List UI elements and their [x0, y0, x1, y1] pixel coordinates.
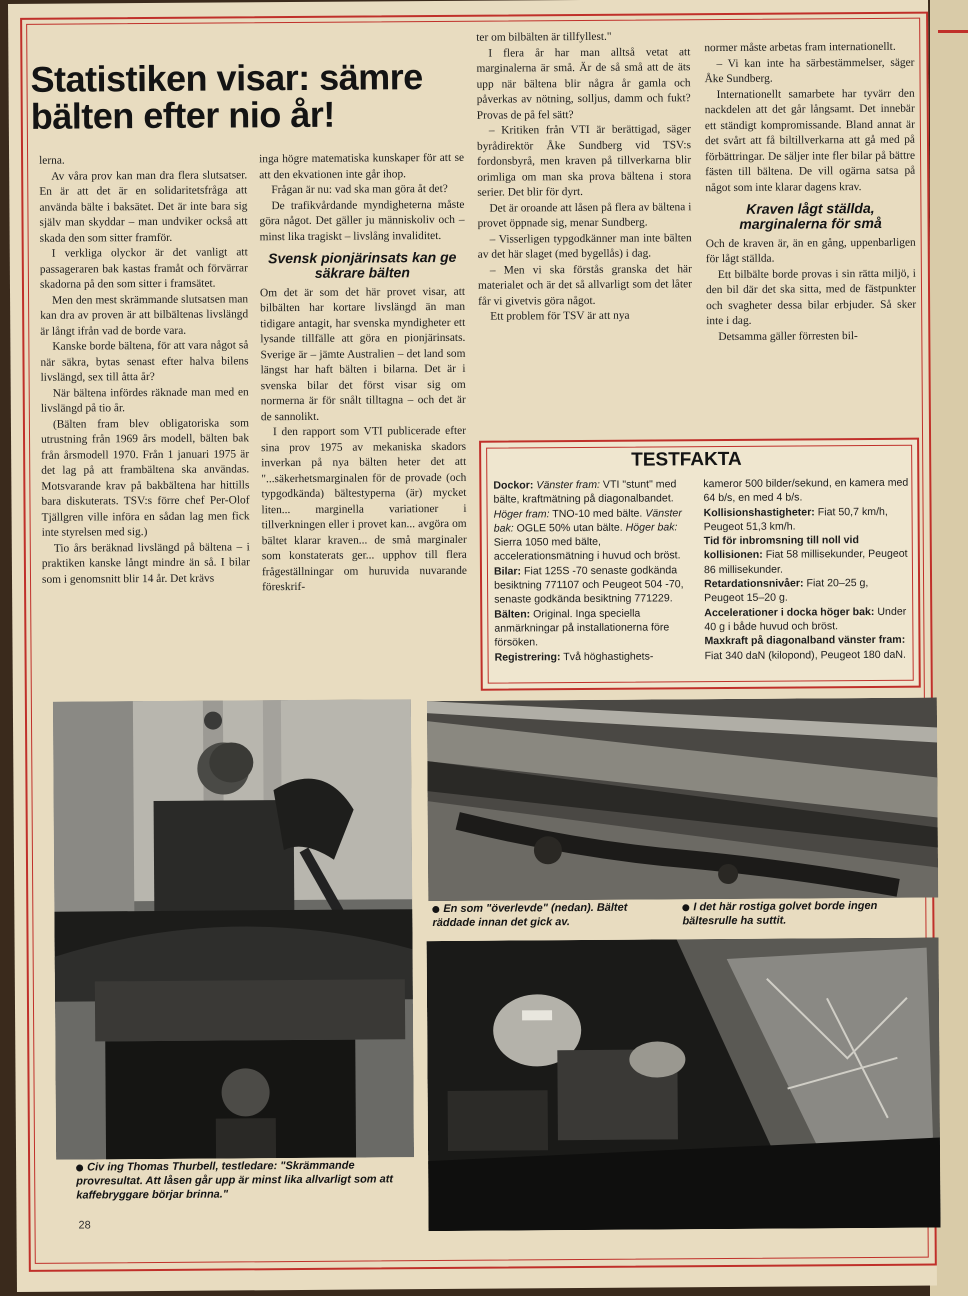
paragraph: Kanske borde bältena, för att vara något så när säkra, bytas senast efter halva bilens livslängd, sex till åtta år?: [40, 339, 249, 384]
caption-bullet: [682, 904, 689, 911]
value: Fiat 50,7 km/h, Peugeot 51,3 km/h.: [703, 505, 888, 534]
value: Två höghastighets-: [563, 650, 654, 663]
paragraph: Tio års beräknad livslängd på bältena – i praktiken kanske långt mindre än så. I bilar som i genomsnitt blir 14 år. Det krävs: [41, 540, 250, 586]
fact-retardation: [704, 576, 910, 606]
photo-rusty-floor: [427, 698, 938, 902]
subheading-pioneer: Svensk pionjärinsats kan ge säkrare bälten: [268, 248, 457, 282]
fact-inbromsning: [704, 533, 910, 577]
paragraph: Ett problem för TSV är att nya: [490, 309, 630, 323]
paragraph: När bältena infördes räknade man med en livslängd på tio år.: [40, 385, 249, 415]
paragraph: Om det är som det här provet visar, att bilbälten har kortare livslängd än man tidigare antagit, har svenska myndigheter ett lysande tillfälle att göra en pionjärinsats. Sverige är – jämte Australien – det land som längst har haft bälten i bilarna. Det är i svenska bilar det först visar sig om normerna är för snålt tilltagna – och det är de sannolikt.: [259, 285, 466, 424]
paragraph: Men den mest skrämmande slutsatsen man kan dra av proven är att bilbältenas livslängd är långt ifrån vad de borde vara.: [40, 292, 249, 338]
fact-acceleration: [704, 604, 910, 634]
article-column-4: [704, 40, 916, 346]
paragraph: Av våra prov kan man dra flera slutsatser. En är att det är en solidaritetsfråga att använda bälte i baksätet. Det är inte bara sig själv man skyddar – man undviker också att skada den som sitter framför.: [39, 168, 248, 245]
article-column-3: [476, 29, 692, 325]
next-page-red-rule: [938, 30, 968, 33]
value: Fiat 340 daN (kilopond), Peugeot 180 daN.: [704, 648, 907, 662]
label: Vänster bak:: [493, 506, 682, 535]
article-column-2: [259, 151, 467, 596]
page-number: 28: [78, 1219, 91, 1232]
caption-rusty-floor: [682, 900, 912, 929]
photo-crash-dummy: [427, 938, 941, 1232]
caption-survivor: [432, 901, 672, 930]
paragraph: (Bälten fram blev obligatoriska som utrustning från 1969 års modell, bälten bak från årsmodell 1970. Från 1 januari 1975 är det lag på att frambältena ska användas. Motsvarande krav på bakbältena har hittills bara diskuterats. TSV:s förre chef Per-Olof Tjällgren ville införa en sådan lag men fick inte styrelsen med sig.): [41, 416, 250, 539]
testfakta-column-2: [703, 476, 910, 663]
label: Tid för inbromsning till noll vid kollisionen:: [703, 534, 859, 562]
fact-maxkraft: [704, 633, 910, 663]
paragraph: I flera år har man alltså vetat att marginalerna är små. Är de så små att de äts upp när bältena blir några år gamla och påverkas av nötning, solljus, damm och fukt? Provas de på fel sätt?: [476, 45, 691, 122]
paragraph: I den rapport som VTI publicerade efter sina prov 1975 av mekaniska skadors inverkan på nya bälten heter det att "...säkerhetsmarginalen för de provade (och typgodkända) bältestyperna (är) mycket liten... marginella variationer i tillverkningen eller i provet kan... avgöra om bältet klarar kraven... de små marginaler som konstaterats ger... upphov till flera frågeställningar om huruvida nuvarande föreskrif-: [261, 425, 468, 594]
paragraph: De trafikvårdande myndigheterna måste göra något. Det gäller ju människoliv och – minst lika tragiskt – livslång invaliditet.: [259, 198, 465, 243]
caption-test-leader: [76, 1159, 406, 1203]
label: Höger bak:: [625, 521, 678, 534]
paragraph: lerna.: [39, 154, 65, 167]
label: Accelerationer i docka höger bak:: [704, 605, 875, 619]
testfakta-box: [479, 438, 921, 691]
paragraph: Ett bilbälte borde provas i sin rätta miljö, i den bil där det ska sitta, med de fästpunkter och svagheter dessa bilar erbjuder. Så sker inte i dag.: [705, 267, 917, 328]
paragraph: Internationellt samarbete har tyvärr den nackdelen att det går långsamt. Det innebär ett ständigt kompromissande. Bland annat är det svårt att få biltillverkarna att gå med på förbättringar. De säljer inte fler bilar på bättre fästen till bältena. De vill ogärna satsa på något som inte klarar dagens krav.: [704, 87, 916, 194]
article-column-1: [39, 152, 250, 587]
value: Fiat 125S -70 senaste godkända besiktning 771107 och Peugeot 504 -70, senaste godkända besiktning 771229.: [494, 564, 684, 606]
value: Under 40 g i både huvud och bröst.: [704, 605, 907, 634]
testfakta-column-1: [493, 477, 696, 664]
subheading-requirements: Kraven lågt ställda, marginalerna för små: [739, 199, 882, 233]
value: TNO-10 med bälte.: [552, 507, 643, 520]
fact-registrering: [495, 649, 697, 665]
caption-bullet: [432, 906, 439, 913]
label: Bilar:: [493, 565, 522, 578]
paragraph: – Visserligen typgodkänner man inte bälten av det här slaget (med bygellås) i dag.: [477, 231, 692, 261]
paragraph: Frågan är nu: vad ska man göra åt det?: [271, 182, 448, 197]
headline: Statistiken visar: sämre bälten efter nio år!: [30, 56, 423, 137]
paragraph: ter om bilbälten är tillfyllest.": [476, 30, 612, 44]
value: Original. Inga speciella anmärkningar på installationerna före försöken.: [494, 607, 670, 649]
paragraph: – Vi kan inte ha särbestämmelser, säger Åke Sundberg.: [704, 56, 915, 86]
caption-text: I det här rostiga golvet borde ingen bältesrulle ha suttit.: [682, 899, 878, 928]
testfakta-title: TESTFAKTA: [631, 448, 742, 471]
value: Fiat 20–25 g, Peugeot 15–20 g.: [704, 577, 869, 605]
paragraph: I verkliga olyckor är det vanligt att passageraren bak kastas framåt och förvärrar skadorna på den som sitter i framsätet.: [39, 246, 248, 291]
paragraph: Detsamma gäller förresten bil-: [718, 329, 858, 343]
photo-test-leader: [53, 699, 414, 1159]
label: Kollisionshastigheter:: [703, 505, 815, 519]
paragraph: inga högre matematiska kunskaper för att se att den ekvationen inte går ihop.: [259, 151, 465, 181]
paragraph: – Men vi ska förstås granska det här materialet och är det så allvarligt som det låter får vi givetvis göra något.: [477, 262, 693, 308]
fact-balten: [494, 606, 696, 650]
value: VTI "stunt" med bälte, kraftmätning på diagonalbandet.: [493, 478, 677, 506]
fact-bilar: [494, 563, 696, 607]
caption-text: En som "överlevde" (nedan). Bältet räddade innan det gick av.: [432, 901, 628, 929]
label: Registrering:: [494, 650, 561, 664]
fact-kollision: [704, 504, 910, 534]
label: Vänster fram:: [536, 478, 600, 492]
label: Maxkraft på diagonalband vänster fram:: [704, 634, 906, 648]
paragraph: – Kritiken från VTI är berättigad, säger byrådirektör Åke Sundberg vid TSV:s fordonsbyrå, men kraven på tillverkarna blir orimliga om man ska prova bältena i stora serier. Det blir för dyrt.: [476, 123, 692, 199]
label: Retardationsnivåer:: [704, 577, 804, 591]
label: Dockor:: [493, 479, 534, 492]
paragraph: normer måste arbetas fram internationellt.: [704, 40, 896, 55]
magazine-page: [8, 0, 937, 1292]
fact-dockor: [493, 477, 696, 564]
caption-text: Civ ing Thomas Thurbell, testledare: "Skrämmande provresultat. Att låsen går upp är minst lika allvarligt som att kaffebryggare börjar brinna.": [76, 1159, 394, 1202]
label: Bälten:: [494, 608, 531, 621]
label: Höger fram:: [493, 507, 550, 521]
paragraph: Det är oroande att låsen på flera av bältena i provet öppnade sig, menar Sundberg.: [477, 200, 692, 230]
value: OGLE 50% utan bälte.: [516, 521, 623, 535]
caption-bullet: [76, 1164, 83, 1171]
fact-kameror: kameror 500 bilder/sekund, en kamera med 64 b/s, en med 4 b/s.: [703, 476, 909, 505]
value: Fiat 58 millisekunder, Peugeot 86 millisekunder.: [703, 548, 908, 576]
paragraph: Och de kraven är, än en gång, uppenbarligen för lågt ställda.: [705, 236, 916, 266]
value: Sierra 1050 med bälte, accelerationsmätning i huvud och bröst.: [493, 536, 681, 564]
